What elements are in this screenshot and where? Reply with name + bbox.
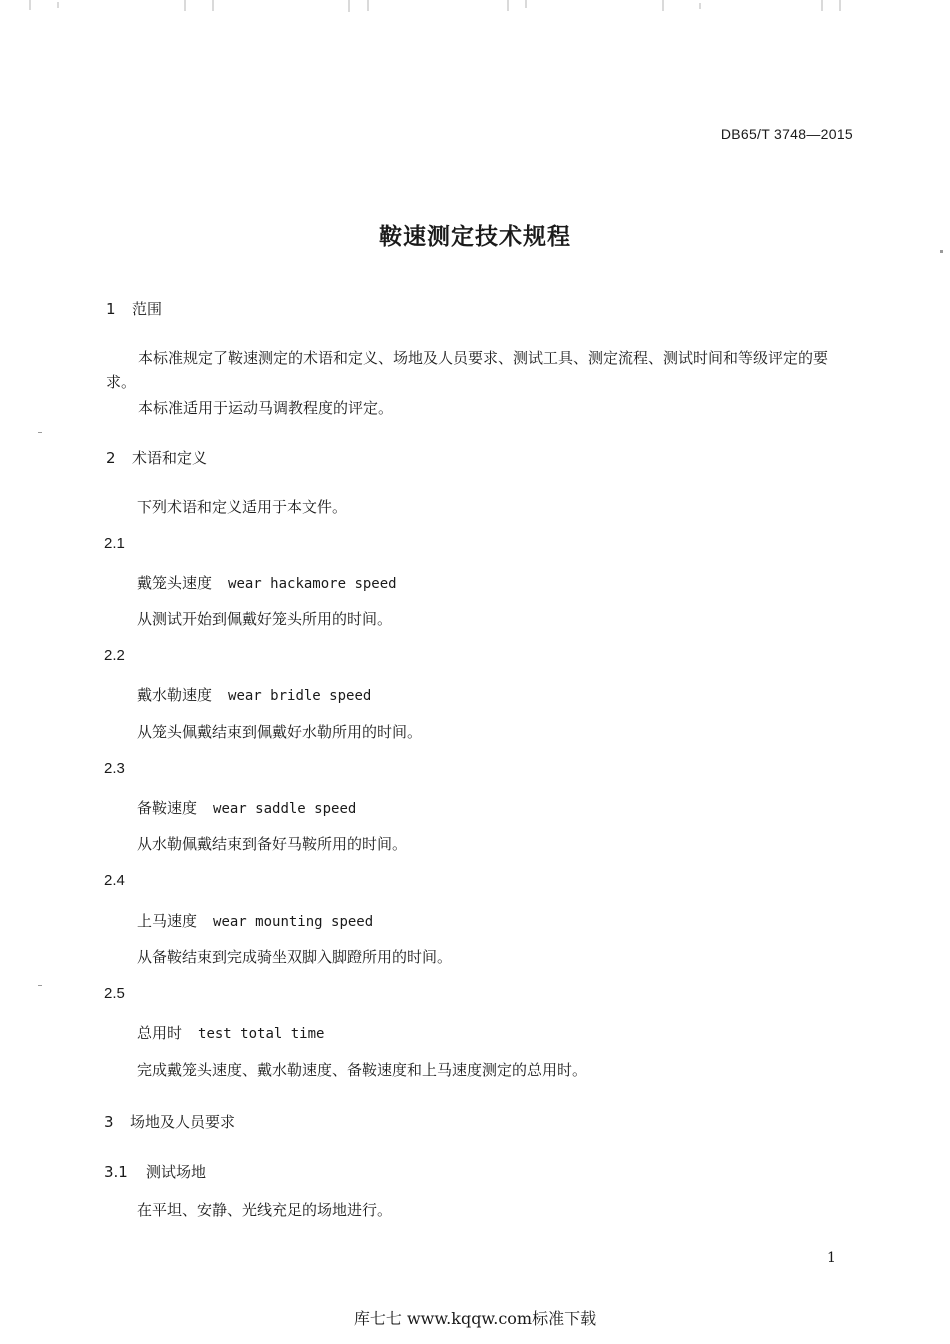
scope-paragraph-1: 本标准规定了鞍速测定的术语和定义、场地及人员要求、测试工具、测定流程、测试时间和等级评定的要求。 xyxy=(106,349,829,391)
page-number: 1 xyxy=(827,1250,836,1266)
term-definition: 从笼头佩戴结束到佩戴好水勒所用的时间。 xyxy=(137,723,423,741)
document-code: DB65/T 3748—2015 xyxy=(720,126,853,142)
term-number: 2.2 xyxy=(104,647,125,664)
term-en: wear hackamore speed xyxy=(228,576,397,592)
term-zh: 总用时 xyxy=(137,1024,183,1042)
term-definition: 从测试开始到佩戴好笼头所用的时间。 xyxy=(137,610,393,628)
term-zh: 戴水勒速度 xyxy=(137,686,213,704)
term-entry xyxy=(137,910,373,931)
section-title: 术语和定义 xyxy=(132,449,208,467)
section-heading-3 xyxy=(104,1111,235,1132)
scan-edge-marks xyxy=(0,0,950,14)
term-definition: 完成戴笼头速度、戴水勒速度、备鞍速度和上马速度测定的总用时。 xyxy=(137,1061,588,1079)
section-title: 场地及人员要求 xyxy=(130,1113,236,1131)
term-en: wear bridle speed xyxy=(228,688,372,704)
scan-speck xyxy=(38,432,42,433)
subsection-title: 测试场地 xyxy=(146,1163,207,1181)
section-heading-2 xyxy=(106,447,207,468)
term-zh: 备鞍速度 xyxy=(137,799,198,817)
section-number: 3 xyxy=(104,1113,114,1131)
terms-intro: 下列术语和定义适用于本文件。 xyxy=(137,498,348,516)
term-entry xyxy=(137,572,397,593)
page-title: 鞍速测定技术规程 xyxy=(379,224,571,250)
term-definition: 从备鞍结束到完成骑坐双脚入脚蹬所用的时间。 xyxy=(137,948,453,966)
term-en: test total time xyxy=(198,1026,325,1042)
subsection-number: 3.1 xyxy=(104,1163,128,1181)
subsection-heading-3-1 xyxy=(104,1161,206,1182)
section-title: 范围 xyxy=(132,300,163,318)
section-heading-1 xyxy=(106,298,162,319)
term-definition: 从水勒佩戴结束到备好马鞍所用的时间。 xyxy=(137,835,408,853)
venue-text: 在平坦、安静、光线充足的场地进行。 xyxy=(137,1201,393,1219)
term-number: 2.1 xyxy=(104,535,125,552)
term-en: wear mounting speed xyxy=(213,914,374,930)
term-en: wear saddle speed xyxy=(213,801,357,817)
section-number: 1 xyxy=(106,300,116,318)
term-number: 2.5 xyxy=(104,985,125,1002)
term-zh: 戴笼头速度 xyxy=(137,574,213,592)
download-footer: 库七七 www.kqqw.com标准下载 xyxy=(353,1309,597,1328)
term-number: 2.3 xyxy=(104,760,125,777)
term-entry xyxy=(137,1022,324,1043)
scan-speck xyxy=(38,985,42,986)
term-number: 2.4 xyxy=(104,872,125,889)
term-entry xyxy=(137,797,356,818)
scope-paragraph-2: 本标准适用于运动马调教程度的评定。 xyxy=(138,399,394,417)
term-entry xyxy=(137,684,371,705)
section-number: 2 xyxy=(106,449,116,467)
term-zh: 上马速度 xyxy=(137,912,198,930)
